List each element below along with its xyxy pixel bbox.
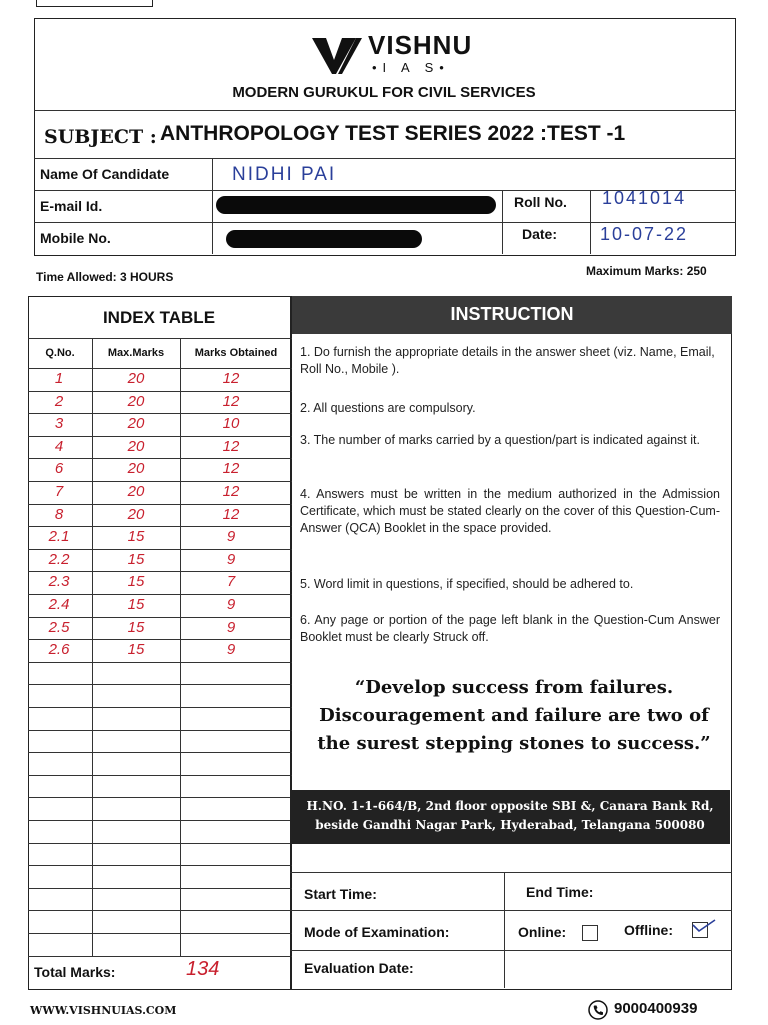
table-row-divider	[28, 865, 292, 866]
col-marks-obtained: Marks Obtained	[194, 347, 278, 359]
max-marks-cell[interactable]: 20	[127, 393, 145, 410]
max-marks-cell[interactable]: 20	[127, 483, 145, 500]
marks-obtained-cell[interactable]: 9	[226, 551, 236, 568]
online-checkbox[interactable]	[582, 925, 598, 941]
marks-obtained-cell[interactable]: 12	[222, 506, 240, 523]
roll-value[interactable]: 1041014	[602, 188, 687, 208]
max-marks-cell[interactable]: 15	[127, 551, 145, 568]
test-code-tab	[36, 0, 153, 7]
quote-line: Discouragement and failure are two of	[319, 705, 709, 726]
marks-obtained-cell[interactable]: 12	[222, 393, 240, 410]
marks-obtained-cell[interactable]: 9	[226, 596, 236, 613]
table-row-divider	[28, 707, 292, 708]
end-time-label: End Time:	[526, 884, 594, 900]
instruction-item: 2. All questions are compulsory.	[300, 401, 476, 415]
evaluation-date-label: Evaluation Date:	[304, 960, 414, 976]
table-row-divider	[28, 413, 292, 414]
candidate-name[interactable]: NIDHI PAI	[232, 164, 337, 185]
marks-obtained-cell[interactable]: 12	[222, 438, 240, 455]
max-marks-cell[interactable]: 15	[127, 641, 145, 658]
table-row-divider	[28, 617, 292, 618]
test-code-label	[71, 0, 119, 1]
instruction-item: 3. The number of marks carried by a question/part is indicated against it.	[300, 433, 700, 447]
max-marks-cell[interactable]: 20	[127, 460, 145, 477]
marks-obtained-cell[interactable]: 7	[226, 573, 236, 590]
marks-obtained-cell[interactable]: 12	[222, 483, 240, 500]
q-number-cell[interactable]: 2.3	[48, 573, 70, 590]
table-row-divider	[28, 910, 292, 911]
max-marks-cell[interactable]: 15	[127, 619, 145, 636]
phone-number: 9000400939	[614, 1000, 698, 1017]
email-label: E-mail Id.	[40, 198, 103, 214]
max-marks-cell[interactable]: 20	[127, 506, 145, 523]
max-marks-cell[interactable]: 20	[127, 415, 145, 432]
total-marks-value[interactable]: 134	[186, 958, 220, 980]
address-block	[290, 790, 730, 844]
table-row-divider	[28, 594, 292, 595]
instruction-item: 6. Any page or portion of the page left blank in the Question-Cum Answer Booklet must be clearly Struck off.	[300, 613, 720, 644]
total-marks-label: Total Marks:	[34, 964, 116, 980]
instruction-item: 1. Do furnish the appropriate details in the answer sheet (viz. Name, Email, Roll No., Mobile ).	[300, 345, 715, 376]
date-value[interactable]: 10-07-22	[600, 224, 689, 244]
max-marks-cell[interactable]: 15	[127, 596, 145, 613]
table-row-divider	[28, 933, 292, 934]
q-number-cell[interactable]: 7	[54, 483, 64, 500]
table-row-divider	[28, 391, 292, 392]
table-row-divider	[28, 504, 292, 505]
quote-line: “Develop success from failures.	[354, 677, 674, 698]
mode-label: Mode of Examination:	[304, 924, 450, 940]
time-allowed: Time Allowed: 3 HOURS	[36, 270, 174, 284]
brand-tagline: MODERN GURUKUL FOR CIVIL SERVICES	[232, 84, 536, 101]
roll-label: Roll No.	[514, 194, 567, 210]
vishnu-logo-icon	[312, 36, 362, 76]
subject-label: SUBJECT :	[44, 126, 157, 148]
email-redaction	[216, 196, 496, 214]
table-row-divider	[28, 526, 292, 527]
max-marks-cell[interactable]: 15	[127, 528, 145, 545]
table-row-divider	[28, 888, 292, 889]
q-number-cell[interactable]: 8	[54, 506, 64, 523]
offline-label: Offline:	[624, 922, 673, 938]
col-max-marks: Max.Marks	[107, 347, 165, 359]
table-row-divider	[28, 752, 292, 753]
table-row-divider	[28, 571, 292, 572]
instruction-title: INSTRUCTION	[450, 304, 574, 324]
table-row-divider	[28, 458, 292, 459]
q-number-cell[interactable]: 3	[54, 415, 64, 432]
table-row-divider	[28, 549, 292, 550]
instruction-item: 4. Answers must be written in the medium authorized in the Admission Certificate, which must be stated clearly on the cover of this Question-Cum-Answer (QCA) Booklet in the space provided.	[300, 487, 720, 535]
table-row-divider	[28, 662, 292, 663]
col-qno: Q.No.	[45, 347, 75, 359]
marks-obtained-cell[interactable]: 9	[226, 619, 236, 636]
table-row-divider	[28, 797, 292, 798]
brand-sub: •I A S•	[372, 60, 450, 75]
quote-line: the surest stepping stones to success.”	[317, 733, 711, 754]
q-number-cell[interactable]: 6	[54, 460, 64, 477]
table-row-divider	[28, 730, 292, 731]
marks-obtained-cell[interactable]: 9	[226, 641, 236, 658]
q-number-cell[interactable]: 2.1	[48, 528, 70, 545]
q-number-cell[interactable]: 2	[54, 393, 64, 410]
q-number-cell[interactable]: 2.6	[48, 641, 70, 658]
marks-obtained-cell[interactable]: 9	[226, 528, 236, 545]
table-row-divider	[28, 684, 292, 685]
table-row-divider	[28, 775, 292, 776]
mobile-redaction	[226, 230, 422, 248]
address-line: H.NO. 1-1-664/B, 2nd floor opposite SBI &, Canara Bank Rd,	[306, 799, 714, 813]
max-marks-cell[interactable]: 20	[127, 370, 145, 387]
table-row-divider	[28, 481, 292, 482]
q-number-cell[interactable]: 2.5	[48, 619, 70, 636]
start-time-label: Start Time:	[304, 886, 377, 902]
brand-name: VISHNU	[368, 30, 473, 60]
marks-obtained-cell[interactable]: 12	[222, 370, 240, 387]
index-table-title: INDEX TABLE	[102, 308, 216, 327]
max-marks-cell[interactable]: 15	[127, 573, 145, 590]
phone-icon	[588, 1000, 608, 1020]
address-line: beside Gandhi Nagar Park, Hyderabad, Telangana 500080	[315, 818, 705, 832]
maximum-marks: Maximum Marks: 250	[586, 264, 707, 278]
offline-checkbox[interactable]	[692, 922, 708, 938]
max-marks-cell[interactable]: 20	[127, 438, 145, 455]
marks-obtained-cell[interactable]: 10	[222, 415, 240, 432]
q-number-cell[interactable]: 2.4	[48, 596, 70, 613]
table-row-divider	[28, 843, 292, 844]
subject-value: ANTHROPOLOGY TEST SERIES 2022 :TEST -1	[160, 122, 626, 145]
q-number-cell[interactable]: 1	[54, 370, 64, 387]
online-label: Online:	[518, 924, 567, 940]
table-row-divider	[28, 436, 292, 437]
instruction-item: 5. Word limit in questions, if specified, should be adhered to.	[300, 577, 634, 591]
q-number-cell[interactable]: 2.2	[48, 551, 70, 568]
mobile-label: Mobile No.	[40, 230, 111, 246]
website-link[interactable]: WWW.VISHNUIAS.COM	[30, 1004, 177, 1017]
q-number-cell[interactable]: 4	[54, 438, 64, 455]
checkmark-icon	[691, 917, 717, 935]
marks-obtained-cell[interactable]: 12	[222, 460, 240, 477]
table-row-divider	[28, 820, 292, 821]
date-label: Date:	[522, 226, 558, 242]
name-label: Name Of Candidate	[40, 166, 170, 182]
table-row-divider	[28, 639, 292, 640]
